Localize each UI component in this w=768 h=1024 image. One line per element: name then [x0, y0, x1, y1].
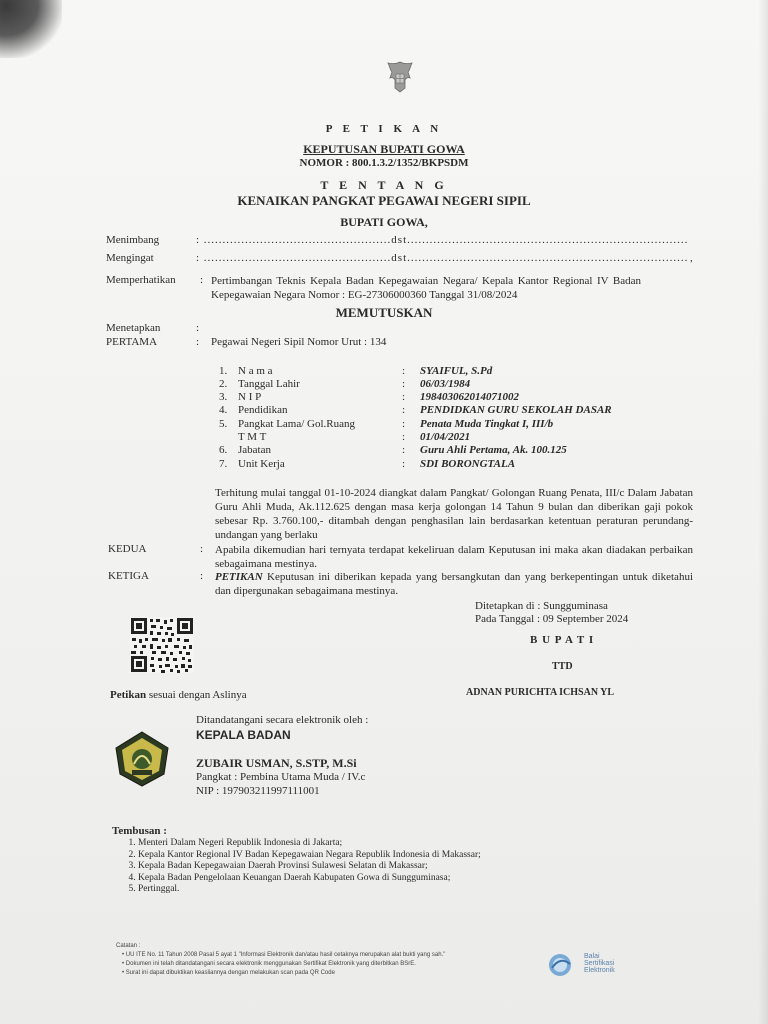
memperhatikan-label: Memperhatikan — [106, 274, 176, 286]
catatan-row — [116, 960, 536, 969]
catatan-label: Catatan : — [116, 943, 141, 949]
bsre-logo-icon — [546, 952, 580, 978]
catatan-item: UU ITE No. 11 Tahun 2008 Pasal 5 ayat 1 "Informasi Elektronik dan/atau hasil cetaknya merupakan alat bukti yang sah." — [125, 952, 446, 958]
memperhatikan-colon: : — [200, 274, 204, 286]
signer-pangkat: Pangkat : Pembina Utama Muda / IV.c — [196, 771, 366, 783]
field-label: T M T — [238, 431, 267, 443]
field-number: 5. — [219, 418, 228, 430]
gowa-regency-logo-icon — [112, 730, 172, 788]
field-number: 6. — [219, 444, 228, 456]
tentang-title: T E N T A N G — [320, 178, 448, 192]
pertama-paragraph: Terhitung mulai tanggal 01-10-2024 diangkat dalam Pangkat/ Golongan Ruang Penata, III/c Dalam Jabatan Guru Ahli Muda, Ak.112.625 dengan masa kerja golongan 14 Tahun 9 bulan dan diberikan gaji pokok sebesar Rp. 3.760.100,- ditambah dengan penghasilan lain berdasarkan ketentuan peraturan perundang-undangan yang berlaku — [215, 487, 693, 541]
decree-subject: KENAIKAN PANGKAT PEGAWAI NEGERI SIPIL — [237, 193, 531, 208]
pertama-intro: Pegawai Negeri Sipil Nomor Urut : 134 — [211, 336, 387, 348]
corner-shadow — [0, 0, 62, 58]
ketiga-label: KETIGA — [108, 570, 149, 582]
field-value: SYAIFUL, S.Pd — [420, 365, 493, 377]
field-number: 2. — [219, 378, 228, 390]
issuer-title: BUPATI GOWA, — [340, 215, 428, 229]
decree-title: KEPUTUSAN BUPATI GOWA — [303, 142, 465, 156]
mengingat-dots: : ..................................................dst........................................................................... — [196, 252, 689, 264]
tembusan-item: 4. Kepala Badan Pengelolaan Keuangan Daerah Kabupaten Gowa di Sungguminasa; — [138, 873, 604, 885]
field-colon: : — [402, 431, 406, 443]
field-label: Pangkat Lama/ Gol.Ruang — [238, 418, 356, 430]
field-number: 3. — [219, 391, 228, 403]
field-colon: : — [402, 458, 406, 470]
tembusan-item: 2. Kepala Kantor Regional IV Badan Kepegawaian Negara Republik Indonesia di Makassar; — [138, 850, 604, 862]
bullet-icon: • — [122, 952, 126, 958]
mengingat-label: Mengingat — [106, 252, 154, 264]
ttd-text: TTD — [552, 661, 573, 672]
field-value: SDI BORONGTALA — [420, 458, 516, 470]
signer-nip: NIP : 197903211997111001 — [196, 785, 320, 797]
bsre-text: Balai Sertifikasi Elektronik — [584, 953, 615, 974]
field-label: Pendidikan — [238, 404, 288, 416]
pertama-label: PERTAMA — [106, 336, 158, 348]
catatan-item: Surat ini dapat dibuktikan keasliannya dengan melakukan scan pada QR Code — [125, 970, 335, 976]
field-label: N I P — [238, 391, 262, 403]
field-colon: : — [402, 378, 406, 390]
field-label: Unit Kerja — [238, 458, 285, 470]
field-colon: : — [402, 404, 406, 416]
field-number: 7. — [219, 458, 228, 470]
field-label: N a m a — [238, 365, 273, 377]
field-colon: : — [402, 418, 406, 430]
field-number: 4. — [219, 404, 228, 416]
catatan-row — [116, 951, 536, 960]
field-colon: : — [402, 391, 406, 403]
catatan-row — [116, 969, 536, 978]
bullet-icon: • — [122, 970, 126, 976]
ketiga-colon: : — [200, 570, 204, 582]
field-colon: : — [402, 444, 406, 456]
tembusan-list — [124, 838, 604, 896]
kepala-badan-title: KEPALA BADAN — [196, 728, 291, 742]
field-number: 1. — [219, 365, 228, 377]
bupati-title: B U P A T I — [530, 634, 595, 646]
mengingat-comma: , — [690, 252, 693, 264]
field-label: Jabatan — [238, 444, 271, 456]
menimbang-label: Menimbang — [106, 234, 160, 246]
menimbang-dots: : ..................................................dst........................................................................... — [196, 234, 689, 246]
tembusan-item: 5. Pertinggal. — [138, 884, 604, 896]
catatan-block — [116, 942, 536, 978]
tembusan-label: Tembusan : — [112, 825, 167, 837]
field-value: Guru Ahli Pertama, Ak. 100.125 — [420, 444, 567, 456]
tembusan-item: 1. Menteri Dalam Negeri Republik Indonesia di Jakarta; — [138, 838, 604, 850]
bupati-name: ADNAN PURICHTA ICHSAN YL — [466, 687, 615, 698]
pertama-colon: : — [196, 336, 200, 348]
catatan-item: Dokumen ini telah ditandatangani secara elektronik menggunakan Sertifikat Elektronik yang diterbitkan BSrE. — [125, 961, 416, 967]
signed-electronic-text: Ditandatangani secara elektronik oleh : — [196, 714, 369, 726]
field-value: 06/03/1984 — [420, 378, 471, 390]
bullet-icon: • — [122, 961, 126, 967]
field-value: PENDIDKAN GURU SEKOLAH DASAR — [420, 404, 612, 416]
field-label: Tanggal Lahir — [238, 378, 300, 390]
memutuskan-title: MEMUTUSKAN — [335, 305, 433, 320]
field-value: 01/04/2021 — [420, 431, 471, 443]
menetapkan-colon: : — [196, 322, 200, 334]
field-value: Penata Muda Tingkat I, III/b — [420, 418, 554, 430]
memperhatikan-text: Pertimbangan Teknis Kepala Badan Kepegawaian Negara/ Kepala Kantor Regional IV Badan Kepegawaian Negara Nomor : EG-27306000360 Tanggal 31/08/2024 — [211, 275, 641, 301]
kedua-text: Apabila dikemudian hari ternyata terdapat kekeliruan dalam Keputusan ini maka akan diadakan perbaikan sebagaimana mestinya. — [215, 544, 693, 570]
petikan-sesuai: Petikan sesuai dengan Aslinya — [110, 689, 247, 701]
tembusan-item: 3. Kepala Badan Kepegawaian Daerah Provinsi Sulawesi Selatan di Makassar; — [138, 861, 604, 873]
garuda-emblem-icon — [382, 58, 418, 96]
field-value: 198403062014071002 — [420, 391, 519, 403]
ketiga-text: PETIKAN Keputusan ini diberikan kepada yang bersangkutan dan yang berkepentingan untuk diketahui dan dipergunakan sebagaimana mestinya. — [215, 571, 693, 597]
ditetapkan-text: Ditetapkan di : Sungguminasa — [475, 600, 608, 612]
menetapkan-label: Menetapkan — [106, 322, 161, 334]
signer-name: ZUBAIR USMAN, S.STP, M.Si — [196, 756, 357, 770]
field-colon: : — [402, 365, 406, 377]
tanggal-text: Pada Tanggal : 09 September 2024 — [475, 613, 629, 625]
kedua-colon: : — [200, 543, 204, 555]
qr-code-icon[interactable] — [130, 617, 194, 673]
decree-number: NOMOR : 800.1.3.2/1352/BKPSDM — [299, 157, 469, 169]
petikan-title: P E T I K A N — [325, 123, 443, 135]
kedua-label: KEDUA — [108, 543, 147, 555]
